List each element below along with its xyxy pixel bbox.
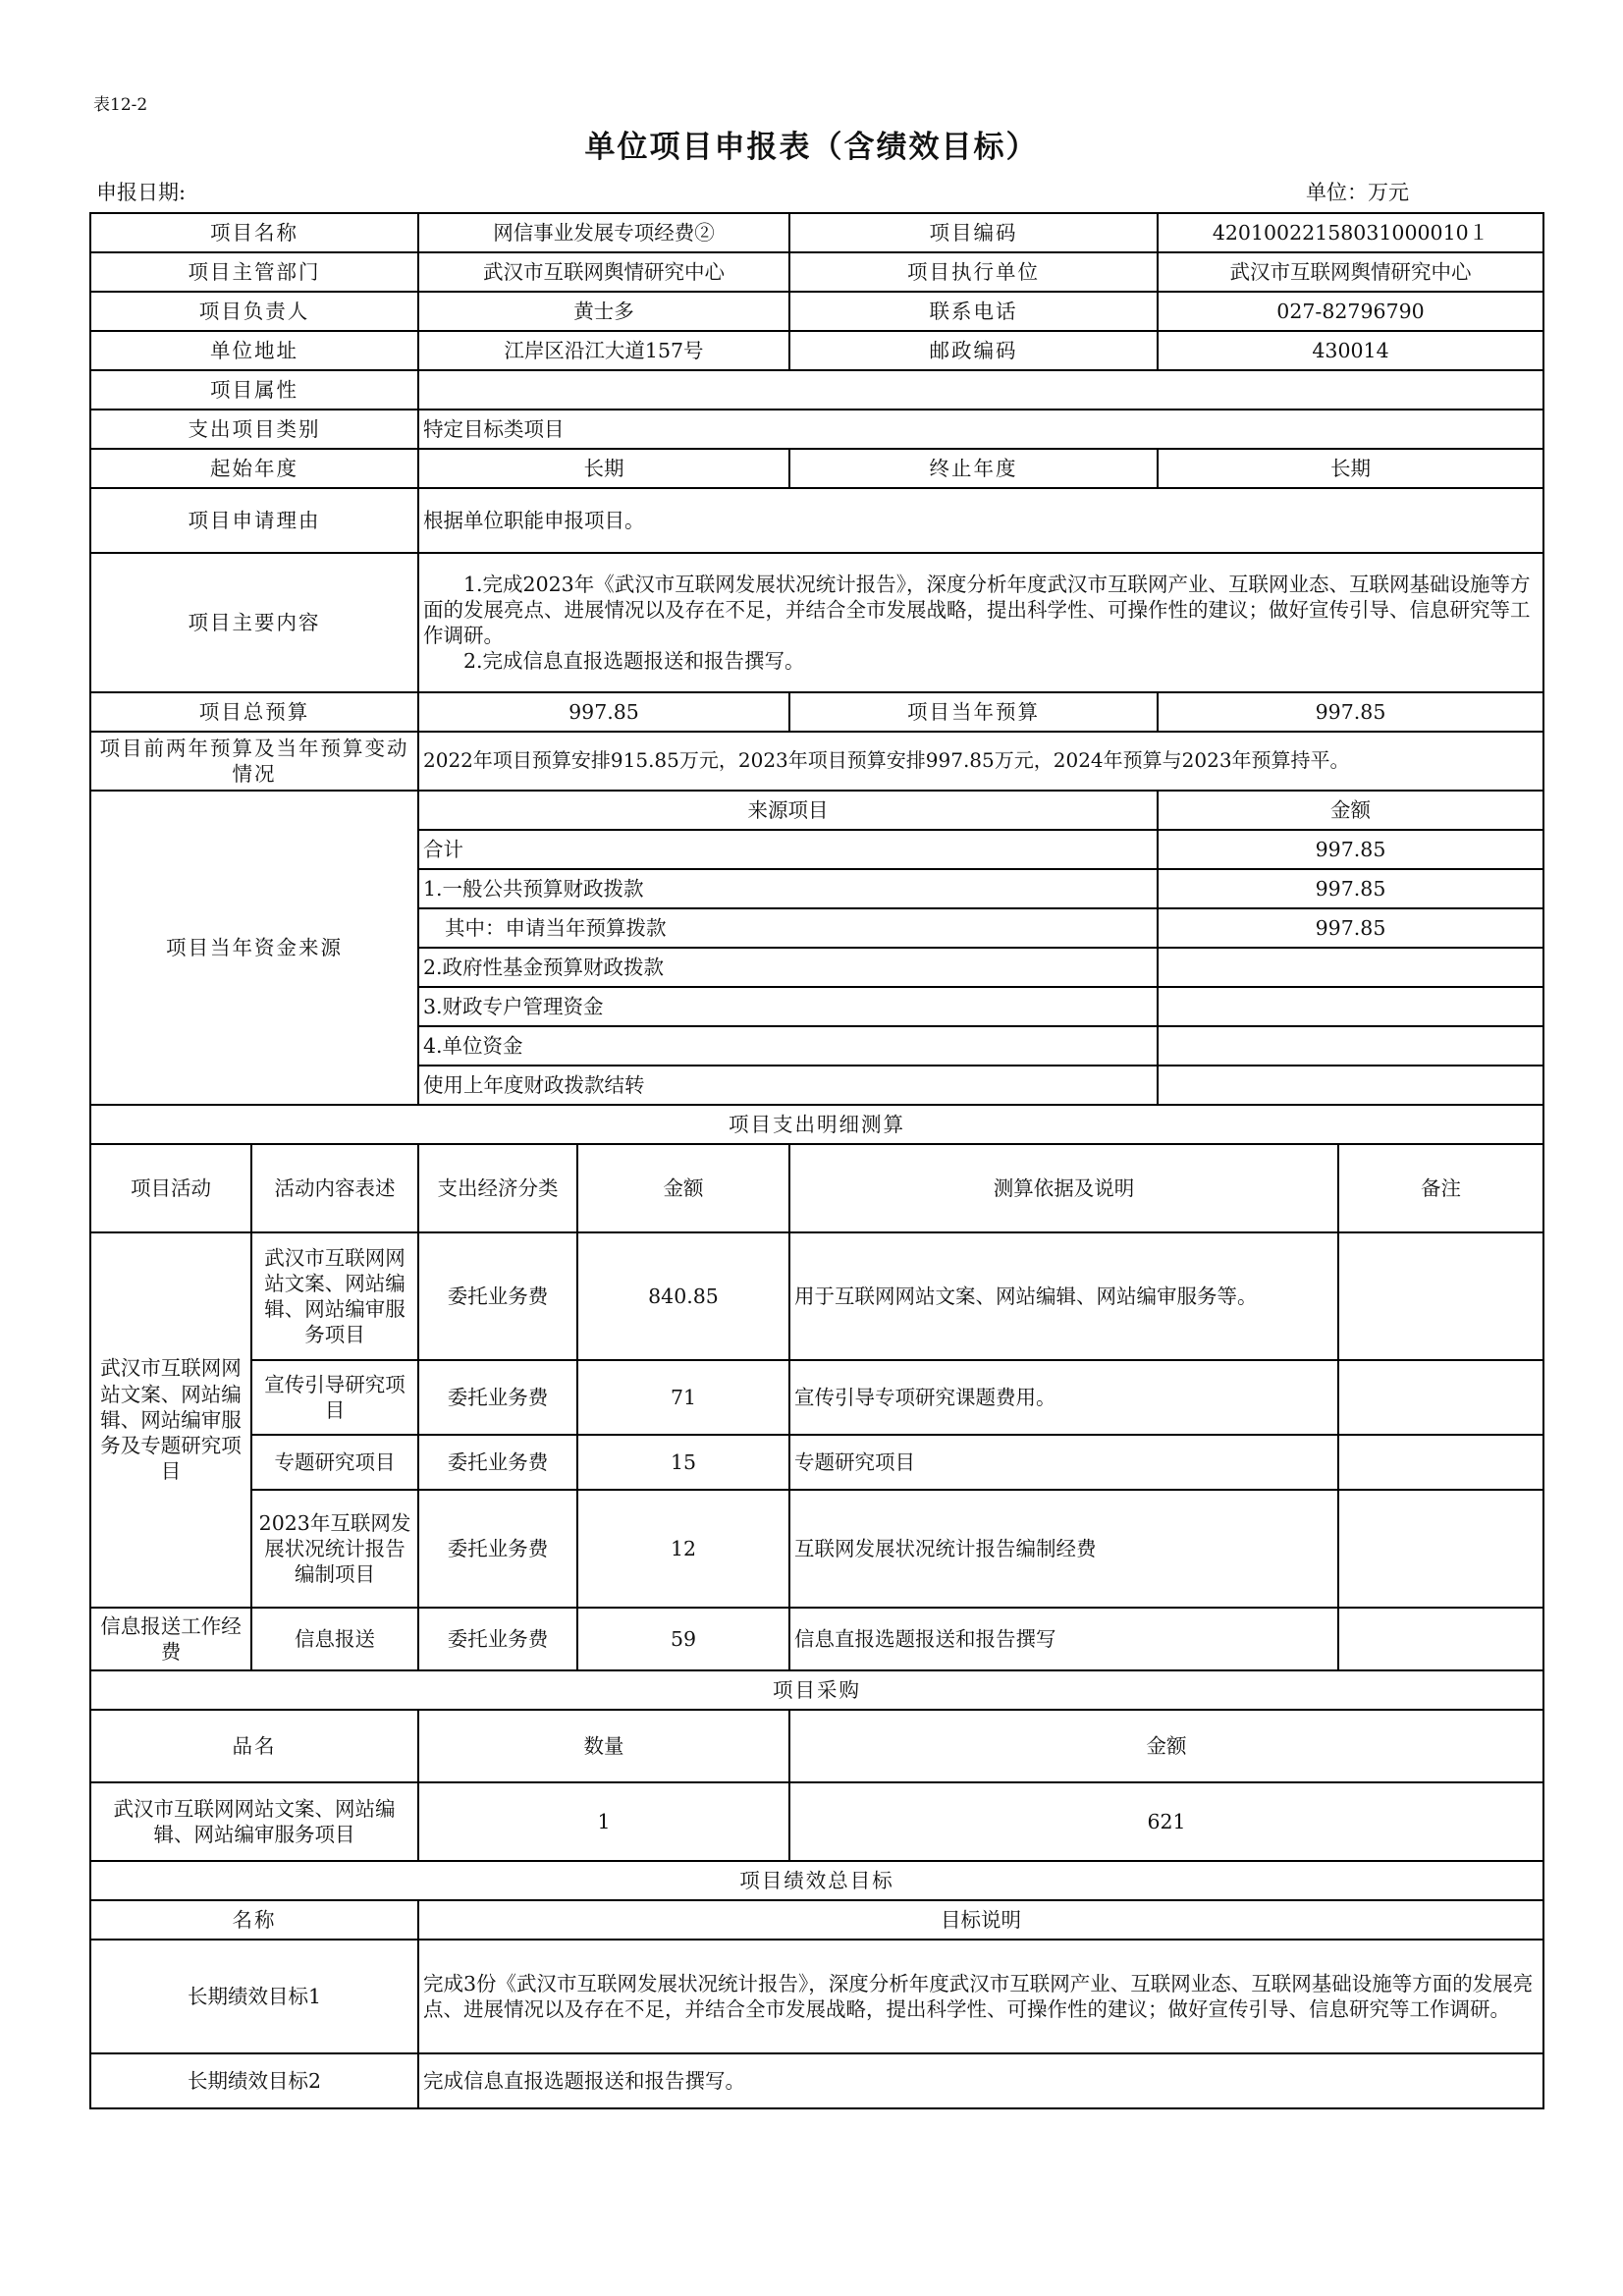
current-label: 项目当年预算 (789, 692, 1158, 732)
funding-amount: 997.85 (1158, 869, 1543, 908)
page-title: 单位项目申报表（含绩效目标） (584, 130, 1039, 165)
procurement-header: 品名 (90, 1710, 418, 1782)
total-label: 项目总预算 (90, 692, 418, 732)
project-dept: 武汉市互联网舆情研究中心 (418, 252, 789, 292)
goal-desc-header: 目标说明 (418, 1900, 1543, 1940)
name-label: 项目名称 (90, 213, 418, 252)
table-row (90, 791, 1543, 830)
funding-amount (1158, 987, 1543, 1026)
start-label: 起始年度 (90, 449, 418, 488)
goals-section-title: 项目绩效总目标 (90, 1861, 1543, 1900)
table-row (90, 2053, 1543, 2108)
main-content (418, 553, 1543, 692)
funding-source: 其中：申请当年预算拨款 (418, 908, 1158, 948)
table-row (90, 1900, 1543, 1940)
apply-reason: 根据单位职能申报项目。 (418, 488, 1543, 553)
zip-code: 430014 (1158, 331, 1543, 370)
table-row (90, 1608, 1543, 1670)
table-row (90, 292, 1543, 331)
goal-desc: 完成3份《武汉市互联网发展状况统计报告》，深度分析年度武汉市互联网产业、互联网业态、互联网基础设施等方面的发展亮点、进展情况以及存在不足，并结合全市发展战略，提出科学性、可操作性的建议；做好宣传引导、信息研究等工作调研。 (418, 1940, 1543, 2053)
expense-type: 委托业务费 (418, 1435, 577, 1490)
table-row (90, 449, 1543, 488)
table-row (90, 331, 1543, 370)
reason-label: 项目申请理由 (90, 488, 418, 553)
funding-label: 项目当年资金来源 (90, 791, 418, 1105)
activity-desc: 信息报送 (251, 1608, 418, 1670)
activity-name: 信息报送工作经费 (90, 1608, 251, 1670)
source-header: 来源项目 (418, 791, 1158, 830)
dept-label: 项目主管部门 (90, 252, 418, 292)
owner-label: 项目负责人 (90, 292, 418, 331)
table-row (90, 488, 1543, 553)
expense-type: 委托业务费 (418, 1232, 577, 1360)
detail-amount: 59 (577, 1608, 789, 1670)
funding-amount: 997.85 (1158, 908, 1543, 948)
amount-header: 金额 (1158, 791, 1543, 830)
table-row (90, 1144, 1543, 1232)
detail-note (1338, 1490, 1543, 1608)
table-number: 表12-2 (93, 95, 148, 115)
detail-amount: 840.85 (577, 1232, 789, 1360)
unit-label: 单位：万元 (1306, 181, 1409, 204)
detail-header: 备注 (1338, 1144, 1543, 1232)
table-row (90, 213, 1543, 252)
detail-header: 测算依据及说明 (789, 1144, 1338, 1232)
detail-header: 支出经济分类 (418, 1144, 577, 1232)
start-year: 长期 (418, 449, 789, 488)
date-label: 申报日期: (96, 181, 187, 204)
content-label: 项目主要内容 (90, 553, 418, 692)
table-row (90, 1861, 1543, 1900)
table-row (90, 1782, 1543, 1861)
detail-note (1338, 1608, 1543, 1670)
attr-label: 项目属性 (90, 370, 418, 410)
funding-amount (1158, 948, 1543, 987)
detail-note (1338, 1232, 1543, 1360)
table-row (90, 1670, 1543, 1710)
detail-basis: 用于互联网网站文案、网站编辑、网站编审服务等。 (789, 1232, 1338, 1360)
phone: 027-82796790 (1158, 292, 1543, 331)
address: 江岸区沿江大道157号 (418, 331, 789, 370)
funding-source: 2.政府性基金预算财政拨款 (418, 948, 1158, 987)
activity-desc: 宣传引导研究项目 (251, 1360, 418, 1435)
end-label: 终止年度 (789, 449, 1158, 488)
phone-label: 联系电话 (789, 292, 1158, 331)
procurement-amount: 621 (789, 1782, 1543, 1861)
activity-desc: 2023年互联网发展状况统计报告编制项目 (251, 1490, 418, 1608)
exec-label: 项目执行单位 (789, 252, 1158, 292)
total-budget: 997.85 (418, 692, 789, 732)
goal-name: 长期绩效目标1 (90, 1940, 418, 2053)
change-label: 项目前两年预算及当年预算变动情况 (90, 732, 418, 791)
project-application-table (89, 212, 1544, 2109)
goal-name: 长期绩效目标2 (90, 2053, 418, 2108)
expense-type: 委托业务费 (418, 1608, 577, 1670)
table-row (90, 1435, 1543, 1490)
project-attr (418, 370, 1543, 410)
category-label: 支出项目类别 (90, 410, 418, 449)
detail-basis: 互联网发展状况统计报告编制经费 (789, 1490, 1338, 1608)
detail-amount: 12 (577, 1490, 789, 1608)
detail-basis: 专题研究项目 (789, 1435, 1338, 1490)
table-row (90, 692, 1543, 732)
goal-desc: 完成信息直报选题报送和报告撰写。 (418, 2053, 1543, 2108)
detail-basis: 信息直报选题报送和报告撰写 (789, 1608, 1338, 1670)
addr-label: 单位地址 (90, 331, 418, 370)
funding-source: 4.单位资金 (418, 1026, 1158, 1066)
table-row (90, 1710, 1543, 1782)
code-label: 项目编码 (789, 213, 1158, 252)
detail-section-title: 项目支出明细测算 (90, 1105, 1543, 1144)
procurement-section-title: 项目采购 (90, 1670, 1543, 1710)
table-row (90, 1490, 1543, 1608)
expense-type: 委托业务费 (418, 1360, 577, 1435)
table-row (90, 252, 1543, 292)
procurement-header: 金额 (789, 1710, 1543, 1782)
funding-source: 3.财政专户管理资金 (418, 987, 1158, 1026)
table-row (90, 370, 1543, 410)
procurement-item: 武汉市互联网网站文案、网站编辑、网站编审服务项目 (90, 1782, 418, 1861)
detail-header: 金额 (577, 1144, 789, 1232)
detail-header: 活动内容表述 (251, 1144, 418, 1232)
zip-label: 邮政编码 (789, 331, 1158, 370)
content-paragraph-2: 2.完成信息直报选题报送和报告撰写。 (463, 649, 805, 674)
expense-category: 特定目标类项目 (418, 410, 1543, 449)
table-row (90, 1105, 1543, 1144)
activity-desc: 专题研究项目 (251, 1435, 418, 1490)
table-row (90, 410, 1543, 449)
goal-name-header: 名称 (90, 1900, 418, 1940)
exec-unit: 武汉市互联网舆情研究中心 (1158, 252, 1543, 292)
table-row (90, 1232, 1543, 1360)
detail-amount: 71 (577, 1360, 789, 1435)
funding-source: 合计 (418, 830, 1158, 869)
detail-basis: 宣传引导专项研究课题费用。 (789, 1360, 1338, 1435)
expense-type: 委托业务费 (418, 1490, 577, 1608)
table-row (90, 553, 1543, 692)
budget-change: 2022年项目预算安排915.85万元，2023年项目预算安排997.85万元，2024年预算与2023年预算持平。 (418, 732, 1543, 791)
project-name: 网信事业发展专项经费② (418, 213, 789, 252)
funding-amount (1158, 1066, 1543, 1105)
funding-amount (1158, 1026, 1543, 1066)
end-year: 长期 (1158, 449, 1543, 488)
detail-note (1338, 1360, 1543, 1435)
table-row (90, 732, 1543, 791)
table-row (90, 1360, 1543, 1435)
procurement-header: 数量 (418, 1710, 789, 1782)
funding-source: 1.一般公共预算财政拨款 (418, 869, 1158, 908)
activity-name: 武汉市互联网网站文案、网站编辑、网站编审服务及专题研究项目 (90, 1232, 251, 1608)
procurement-qty: 1 (418, 1782, 789, 1861)
project-owner: 黄士多 (418, 292, 789, 331)
detail-note (1338, 1435, 1543, 1490)
table-row (90, 1940, 1543, 2053)
project-code: 42010022158031000010１ (1158, 213, 1543, 252)
current-budget: 997.85 (1158, 692, 1543, 732)
activity-desc: 武汉市互联网网站文案、网站编辑、网站编审服务项目 (251, 1232, 418, 1360)
funding-source: 使用上年度财政拨款结转 (418, 1066, 1158, 1105)
content-paragraph-1: 1.完成2023年《武汉市互联网发展状况统计报告》，深度分析年度武汉市互联网产业、互联网业态、互联网基础设施等方面的发展亮点、进展情况以及存在不足，并结合全市发展战略，提出科学性、可操作性的建议；做好宣传引导、信息研究等工作调研。 (423, 572, 1531, 647)
funding-amount: 997.85 (1158, 830, 1543, 869)
detail-header: 项目活动 (90, 1144, 251, 1232)
detail-amount: 15 (577, 1435, 789, 1490)
